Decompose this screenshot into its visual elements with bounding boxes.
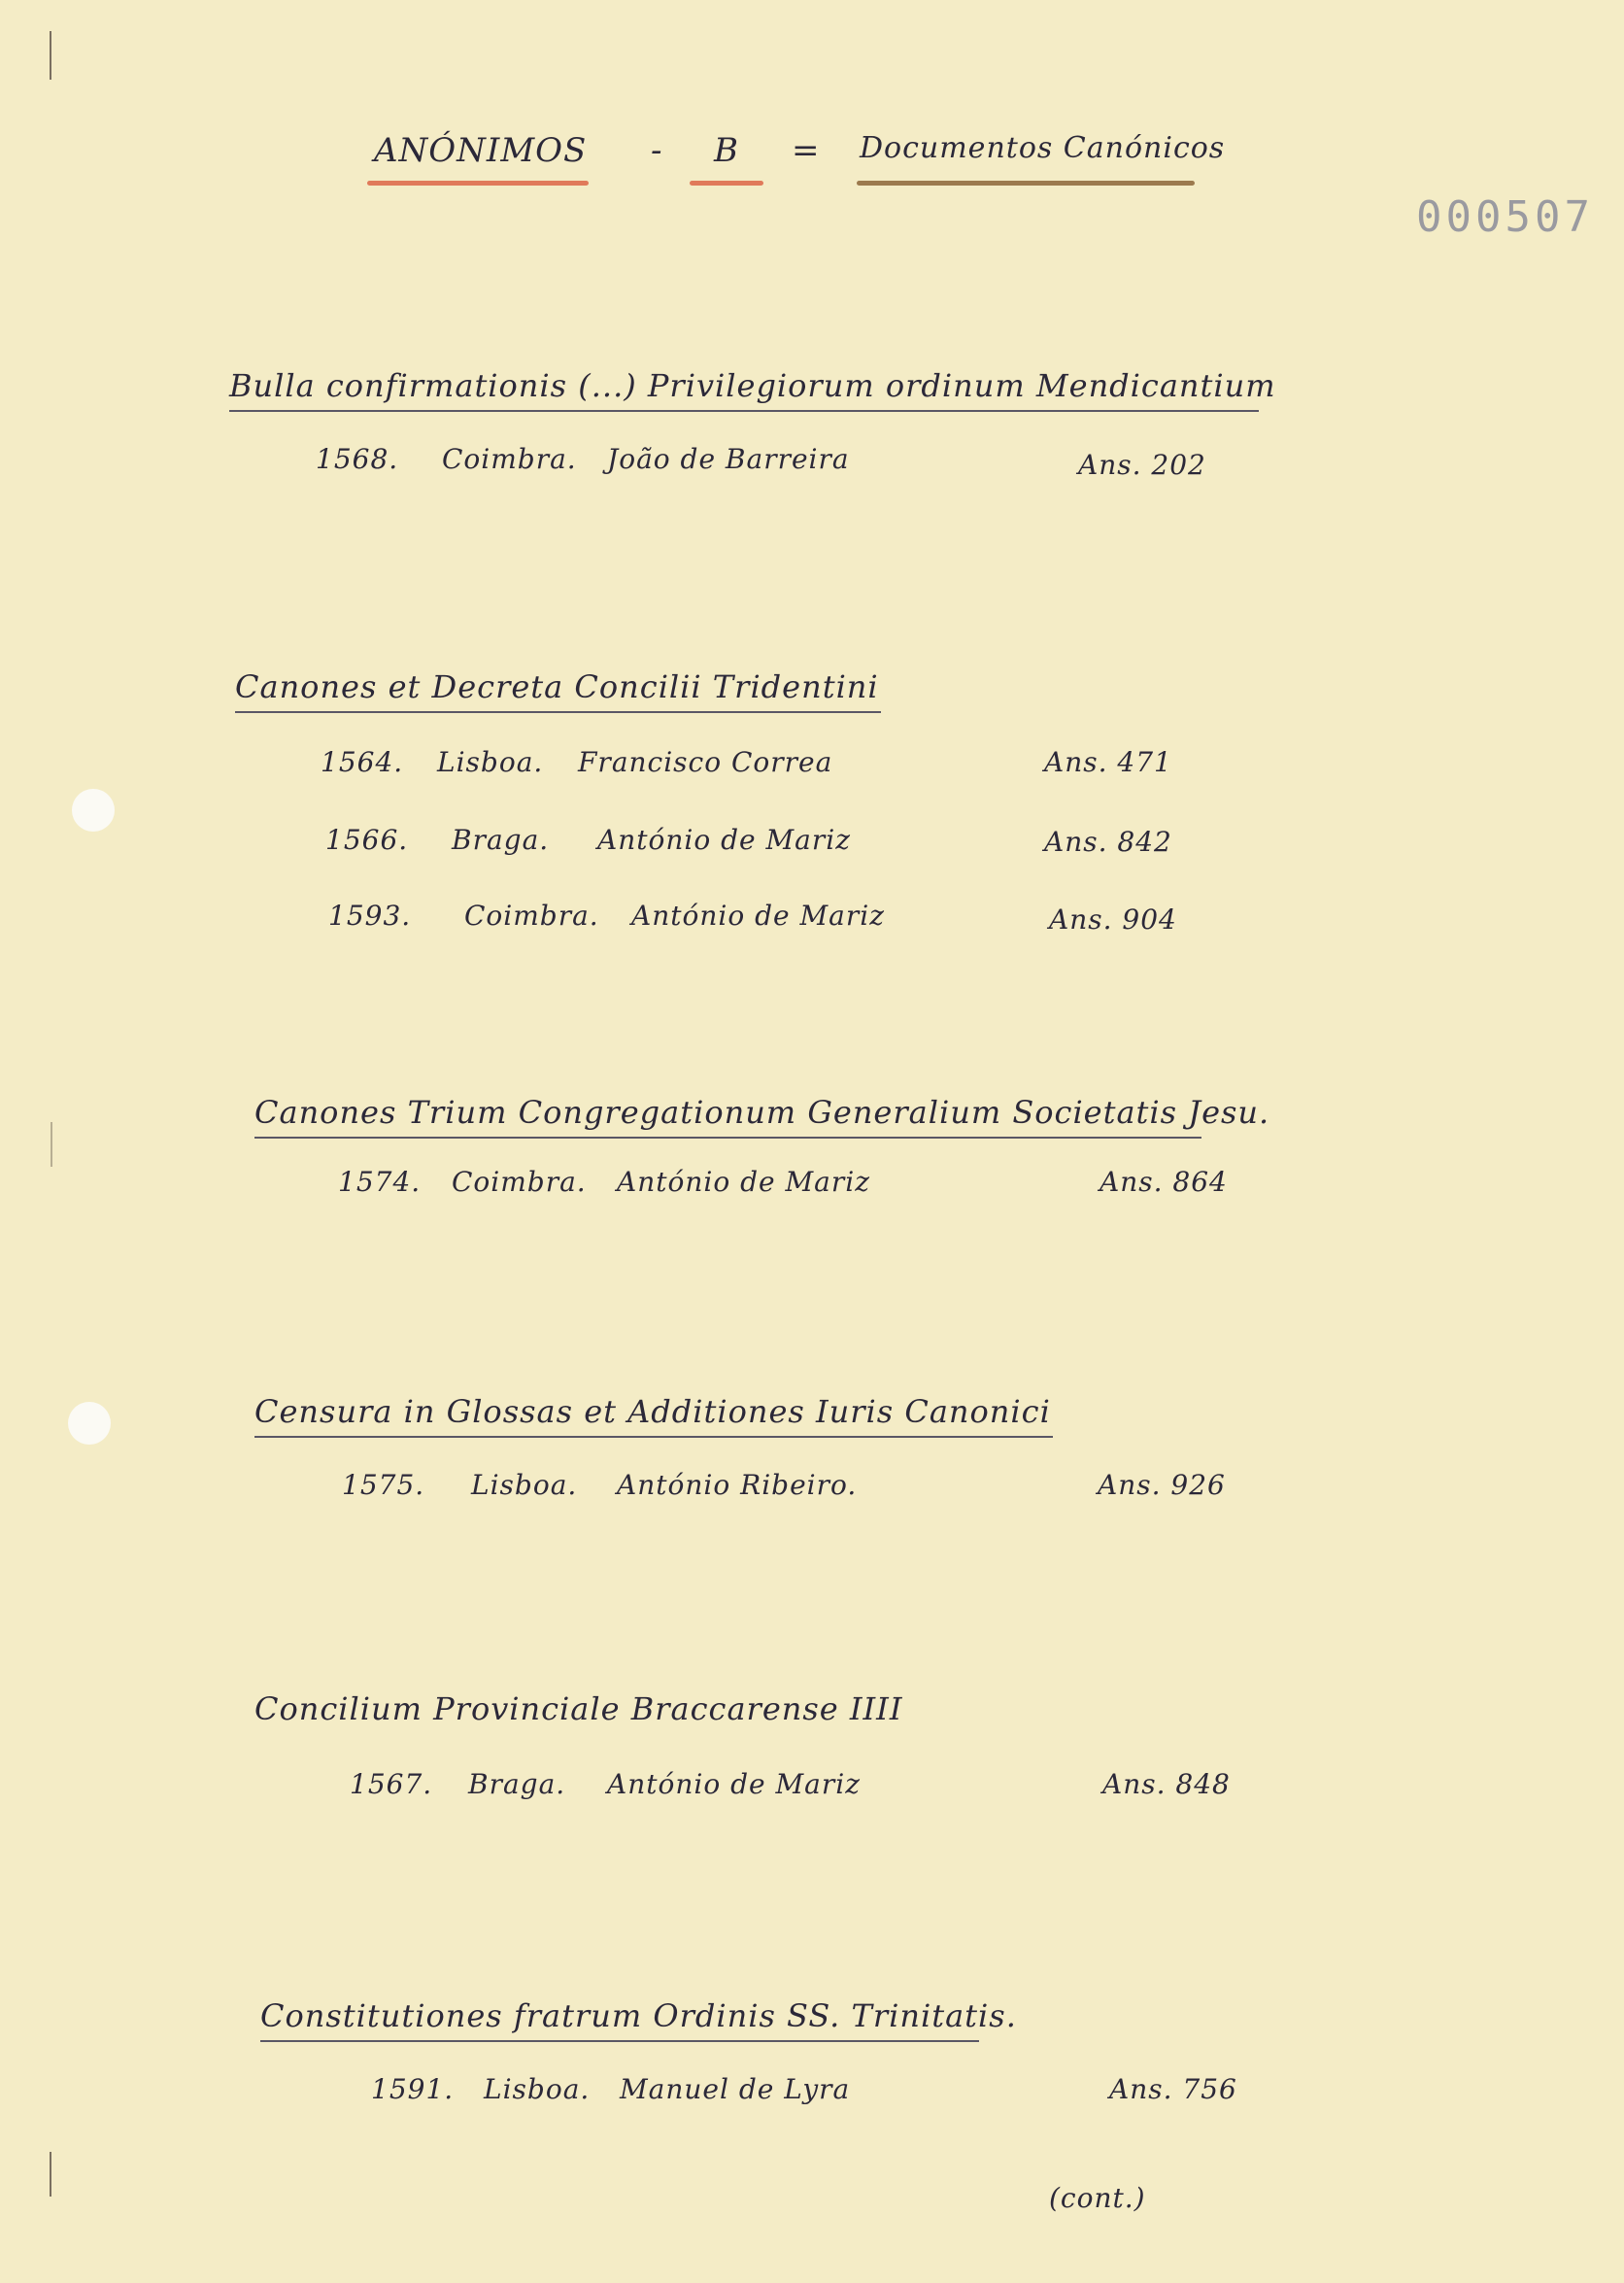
margin-mark-bottom (50, 2152, 51, 2197)
edition-printer: António de Mariz (607, 1768, 861, 1800)
edition-ref: Ans. 904 (1049, 903, 1177, 936)
entry-title: Concilium Provinciale Braccarense IIII (254, 1690, 903, 1727)
edition-ref: Ans. 756 (1109, 2073, 1237, 2105)
edition-printer: Manuel de Lyra (620, 2073, 851, 2105)
edition-printer: António de Mariz (597, 824, 851, 856)
header-letter-red-underline (690, 181, 763, 186)
edition-year: 1593. (328, 900, 412, 932)
margin-mark-middle (51, 1122, 52, 1167)
edition-year: 1564. (321, 746, 404, 778)
edition-place: Coimbra. (452, 1166, 587, 1198)
edition-year: 1568. (316, 443, 399, 475)
header-equals: = (792, 131, 821, 170)
edition-ref: Ans. 848 (1102, 1768, 1231, 1800)
entry-title: Censura in Glossas et Additiones Iuris Canonici (254, 1393, 1053, 1438)
edition-place: Lisboa. (437, 746, 544, 778)
edition-year: 1566. (325, 824, 409, 856)
document-number-stamp: 000507 (1416, 192, 1594, 242)
header-subtitle: Documentos Canónicos (860, 131, 1226, 165)
header-subtitle-brown-underline (857, 181, 1195, 186)
continued-note: (cont.) (1049, 2182, 1146, 2214)
edition-ref: Ans. 471 (1044, 746, 1172, 778)
entry-title: Canones et Decreta Concilii Tridentini (235, 668, 881, 713)
edition-printer: António de Mariz (617, 1166, 870, 1198)
edition-printer: António de Mariz (631, 900, 885, 932)
edition-place: Braga. (468, 1768, 566, 1800)
edition-ref: Ans. 202 (1078, 449, 1206, 481)
header-dash: - (651, 131, 663, 170)
edition-place: Lisboa. (484, 2073, 591, 2105)
entry-title: Bulla confirmationis (...) Privilegiorum ordinum Mendicantium (229, 367, 1259, 412)
edition-place: Coimbra. (464, 900, 599, 932)
edition-place: Coimbra. (442, 443, 577, 475)
edition-ref: Ans. 926 (1098, 1469, 1226, 1501)
edition-place: Braga. (452, 824, 550, 856)
edition-year: 1575. (342, 1469, 425, 1501)
entry-title: Canones Trium Congregationum Generalium Societatis Jesu. (254, 1094, 1201, 1139)
edition-place: Lisboa. (471, 1469, 578, 1501)
edition-printer: António Ribeiro. (617, 1469, 858, 1501)
edition-year: 1567. (350, 1768, 433, 1800)
edition-year: 1591. (371, 2073, 455, 2105)
margin-mark-top (50, 31, 51, 80)
punch-hole-bottom (68, 1402, 111, 1445)
edition-printer: Francisco Correa (578, 746, 833, 778)
edition-ref: Ans. 842 (1044, 826, 1172, 858)
edition-year: 1574. (338, 1166, 422, 1198)
edition-ref: Ans. 864 (1100, 1166, 1228, 1198)
edition-printer: João de Barreira (607, 443, 850, 475)
header-letter: B (714, 131, 739, 170)
punch-hole-top (72, 789, 115, 832)
entry-title: Constitutiones fratrum Ordinis SS. Trinitatis. (260, 1997, 979, 2042)
header-title-red-underline (367, 181, 589, 186)
header-title: ANÓNIMOS (374, 131, 588, 170)
